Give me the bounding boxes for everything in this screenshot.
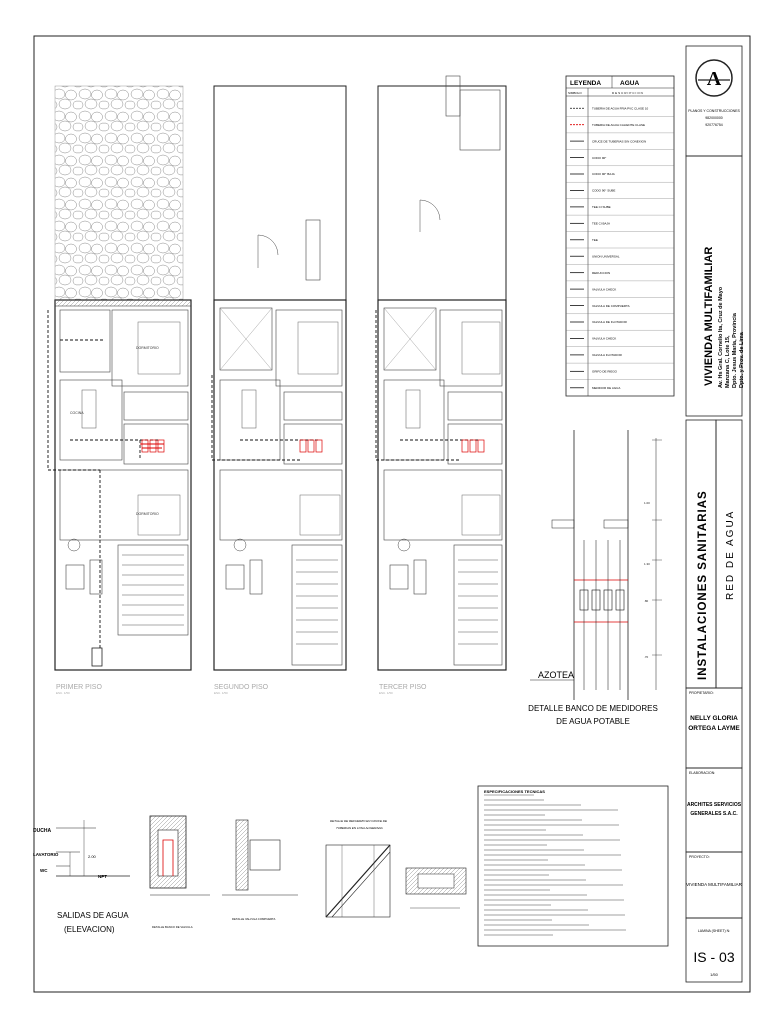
legend-title: LEYENDA (570, 80, 602, 87)
legend-col-symbol: SIMBOLO (568, 91, 582, 95)
legend-row-label: UNION UNIVERSAL (592, 254, 620, 259)
pipe-cross-title: DETALLE DE REFUERZO EN CRUCE DE (330, 819, 387, 823)
outlet-ducha: DUCHA (33, 828, 52, 834)
legend-row-label: CRUCE DE TUBERIAS SIN CONEXION (592, 139, 647, 144)
legend-row-label: CODO 90° SUBE (592, 188, 616, 193)
legend-col-desc: DESCRIPCION (612, 91, 644, 95)
specs-title: ESPECIFICACIONES TECNICAS (484, 789, 545, 794)
legend-row-label: TUBERIA DE AGUA CALIENTE CLASE (592, 122, 646, 127)
sheet-scale: 1/50 (710, 972, 718, 977)
outlet-lavatorio: LAVATORIO (33, 852, 59, 857)
project-address-line: Dpto. y Prov. de Lima (739, 332, 745, 388)
sheet-number: IS - 03 (693, 949, 735, 965)
outlets-title-1: SALIDAS DE AGUA (57, 911, 129, 920)
water-outlets-elevation (33, 820, 130, 934)
outlets-title-2: (ELEVACION) (64, 925, 115, 934)
room-label: DORMITORIO (136, 346, 159, 350)
project-address-line: Manzana C, Lote 15, (725, 335, 731, 388)
project-value: VIVIENDA MULTIFAMILIAR (686, 882, 742, 887)
pipe-cross-title-2: TUBERIAS EN LOSA ALIGERADA (336, 826, 383, 830)
legend-title-water: AGUA (620, 80, 640, 87)
detail-valve-box (150, 816, 210, 929)
svg-text:.70: .70 (644, 655, 649, 659)
company-line2: 982000000 (705, 116, 723, 120)
floor-plan-first (48, 86, 191, 695)
owner-name-2: ORTEGA LAYME (688, 725, 740, 732)
sheet-label: LAMINA (SHEET) N: (697, 929, 731, 933)
detail-valve-box-label: DETALLE BANCO DE VALVULA (152, 925, 193, 929)
detail-pipe-crossing (326, 819, 390, 917)
meter-detail-title-2: DE AGUA POTABLE (556, 717, 630, 726)
floor-scale: ESC. 1/50 (214, 691, 228, 695)
svg-text:A: A (706, 68, 722, 90)
owner-label: PROPIETARIO: (689, 691, 714, 695)
room-label: DORMITORIO (136, 512, 159, 516)
room-label: COCINA (70, 411, 84, 415)
meter-bank-detail (528, 430, 662, 726)
detail-valve-gate-label: DETALLE VALVULA COMPUERTA (232, 917, 276, 921)
detail-slab-section (406, 868, 466, 908)
svg-text:.80: .80 (644, 599, 649, 603)
elaboration-name-2: GENERALES S.A.C. (690, 811, 738, 817)
project-address-line: Av. Hs Gral. Cornelio Ita, Cruz de Mayo (718, 286, 724, 388)
outlet-height: 2.00 (88, 854, 96, 859)
legend-row-label: TUBERIA DE AGUA FRIA PVC CLASE 10 (592, 106, 649, 111)
legend-row-label: TEE CI BAJA (592, 221, 611, 226)
legend-row-label: REDUCCION (592, 270, 611, 275)
legend-row-label: TEE (592, 237, 598, 242)
outlet-npt: NPT (98, 874, 107, 879)
legend-row-label: VALVULA DE FLOTADOR (592, 320, 627, 325)
legend-row-label: VALVULA CHECK (592, 336, 617, 341)
company-line3: 920776754 (705, 123, 723, 127)
floor-scale: ESC. 1/50 (379, 691, 393, 695)
outlet-wc: WC (40, 868, 48, 873)
floor-plan-second (212, 86, 346, 695)
legend-row-label: CODO 90° (592, 155, 607, 160)
project-address-line: Dpto. Jesus María, Provincia (732, 313, 738, 388)
elaboration-label: ELABORACION: (689, 771, 716, 775)
legend-row-label: CODO 90° BAJA (592, 172, 615, 177)
legend-row-label: TEE CI SUBE (592, 205, 611, 210)
detail-valve-gate (222, 820, 298, 921)
legend-row-label: VALVULA FLOTADOR (592, 353, 622, 358)
legend-table (566, 76, 674, 396)
svg-text:1.30: 1.30 (644, 562, 650, 566)
title-block (686, 46, 745, 982)
floor-title-second: SEGUNDO PISO (214, 684, 269, 691)
technical-specs (478, 786, 668, 946)
svg-text:1.00: 1.00 (644, 501, 650, 505)
project-label: PROYECTO: (689, 855, 710, 859)
legend-row-label: GRIFO DE RIEGO (592, 369, 618, 374)
floor-scale: ESC. 1/50 (56, 691, 70, 695)
meter-detail-title-1: DETALLE BANCO DE MEDIDORES (528, 704, 658, 713)
project-name-vertical: VIVIENDA MULTIFAMILIAR (703, 246, 715, 386)
floor-title-third: TERCER PISO (379, 684, 427, 691)
elaboration-name-1: ARCHITES SERVICIOS (686, 802, 742, 808)
floor-title-first: PRIMER PISO (56, 684, 102, 691)
legend-row-label: MEDIDOR DE AGUA (592, 385, 621, 390)
roof-label: AZOTEA (538, 670, 575, 680)
specialty-vertical: INSTALACIONES SANITARIAS (697, 490, 709, 680)
company-line1: PLANOS Y CONSTRUCCIONES (688, 109, 740, 113)
owner-name-1: NELLY GLORIA (690, 715, 738, 722)
floor-plan-third (376, 76, 506, 695)
legend-row-label: VALVULA DE COMPUERTA (592, 303, 630, 308)
legend-row-label: VALVULA CHECK (592, 287, 617, 292)
specialty-sub-vertical: RED DE AGUA (725, 509, 736, 600)
